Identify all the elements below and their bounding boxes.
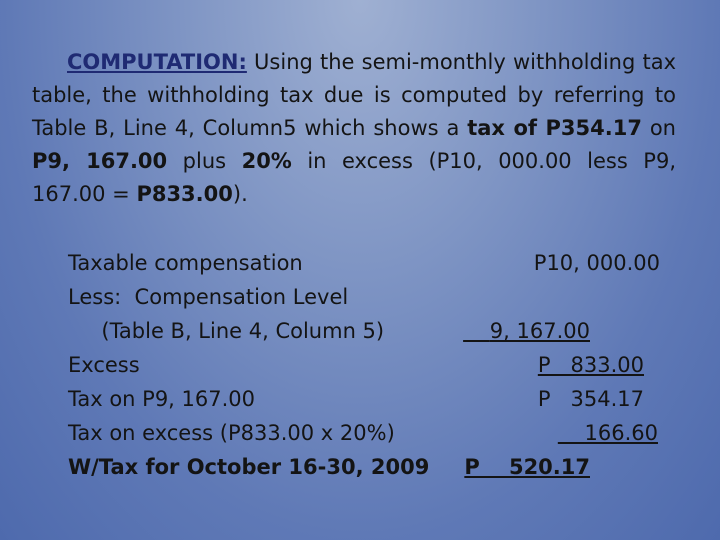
row-amount-tax-on-excess bbox=[440, 417, 658, 450]
row-label-less-compensation-level: Less: Compensation Level bbox=[68, 285, 349, 309]
underlined-amount: 9, 167.00 bbox=[489, 319, 590, 343]
row-amount-tax-on-base: P 354.17 bbox=[537, 387, 644, 411]
excess-amount-bold: P833.00 bbox=[136, 182, 233, 206]
row-amount-excess: P 833.00 bbox=[537, 353, 644, 377]
row-label-tax-on-excess: Tax on excess (P833.00 x 20%) bbox=[68, 421, 395, 445]
paragraph-text: Using the semi-monthly withholding tax table, the withholding tax due is computed by referring to Table B, Line 4, Column5 which shows a bbox=[32, 50, 676, 140]
paragraph-text: plus bbox=[167, 149, 242, 173]
row-amount-compensation-level bbox=[440, 315, 590, 348]
tax-amount-bold: tax of P354.17 bbox=[467, 116, 642, 140]
computation-heading: COMPUTATION: bbox=[67, 50, 247, 74]
paragraph-text: on bbox=[641, 116, 676, 140]
row-label-table-reference: (Table B, Line 4, Column 5) bbox=[68, 319, 385, 343]
underlined-amount: 166.60 bbox=[584, 421, 658, 445]
row-label-taxable-compensation: Taxable compensation bbox=[68, 251, 303, 275]
row-label-excess: Excess bbox=[68, 353, 140, 377]
row-label-withholding-tax-total: W/Tax for October 16-30, 2009 bbox=[68, 455, 430, 479]
paragraph-text: ). bbox=[232, 182, 248, 206]
row-label-tax-on-base: Tax on P9, 167.00 bbox=[68, 387, 256, 411]
row-amount-taxable-compensation: P10, 000.00 bbox=[533, 251, 660, 275]
rate-bold: 20% bbox=[241, 149, 292, 173]
row-amount-withholding-tax-total: P 520.17 bbox=[464, 455, 590, 479]
paragraph-text: in excess (P10, 000.00 less P9, 167.00 = bbox=[32, 149, 677, 206]
base-amount-bold: P9, 167.00 bbox=[32, 149, 168, 173]
computation-paragraph bbox=[32, 46, 676, 211]
